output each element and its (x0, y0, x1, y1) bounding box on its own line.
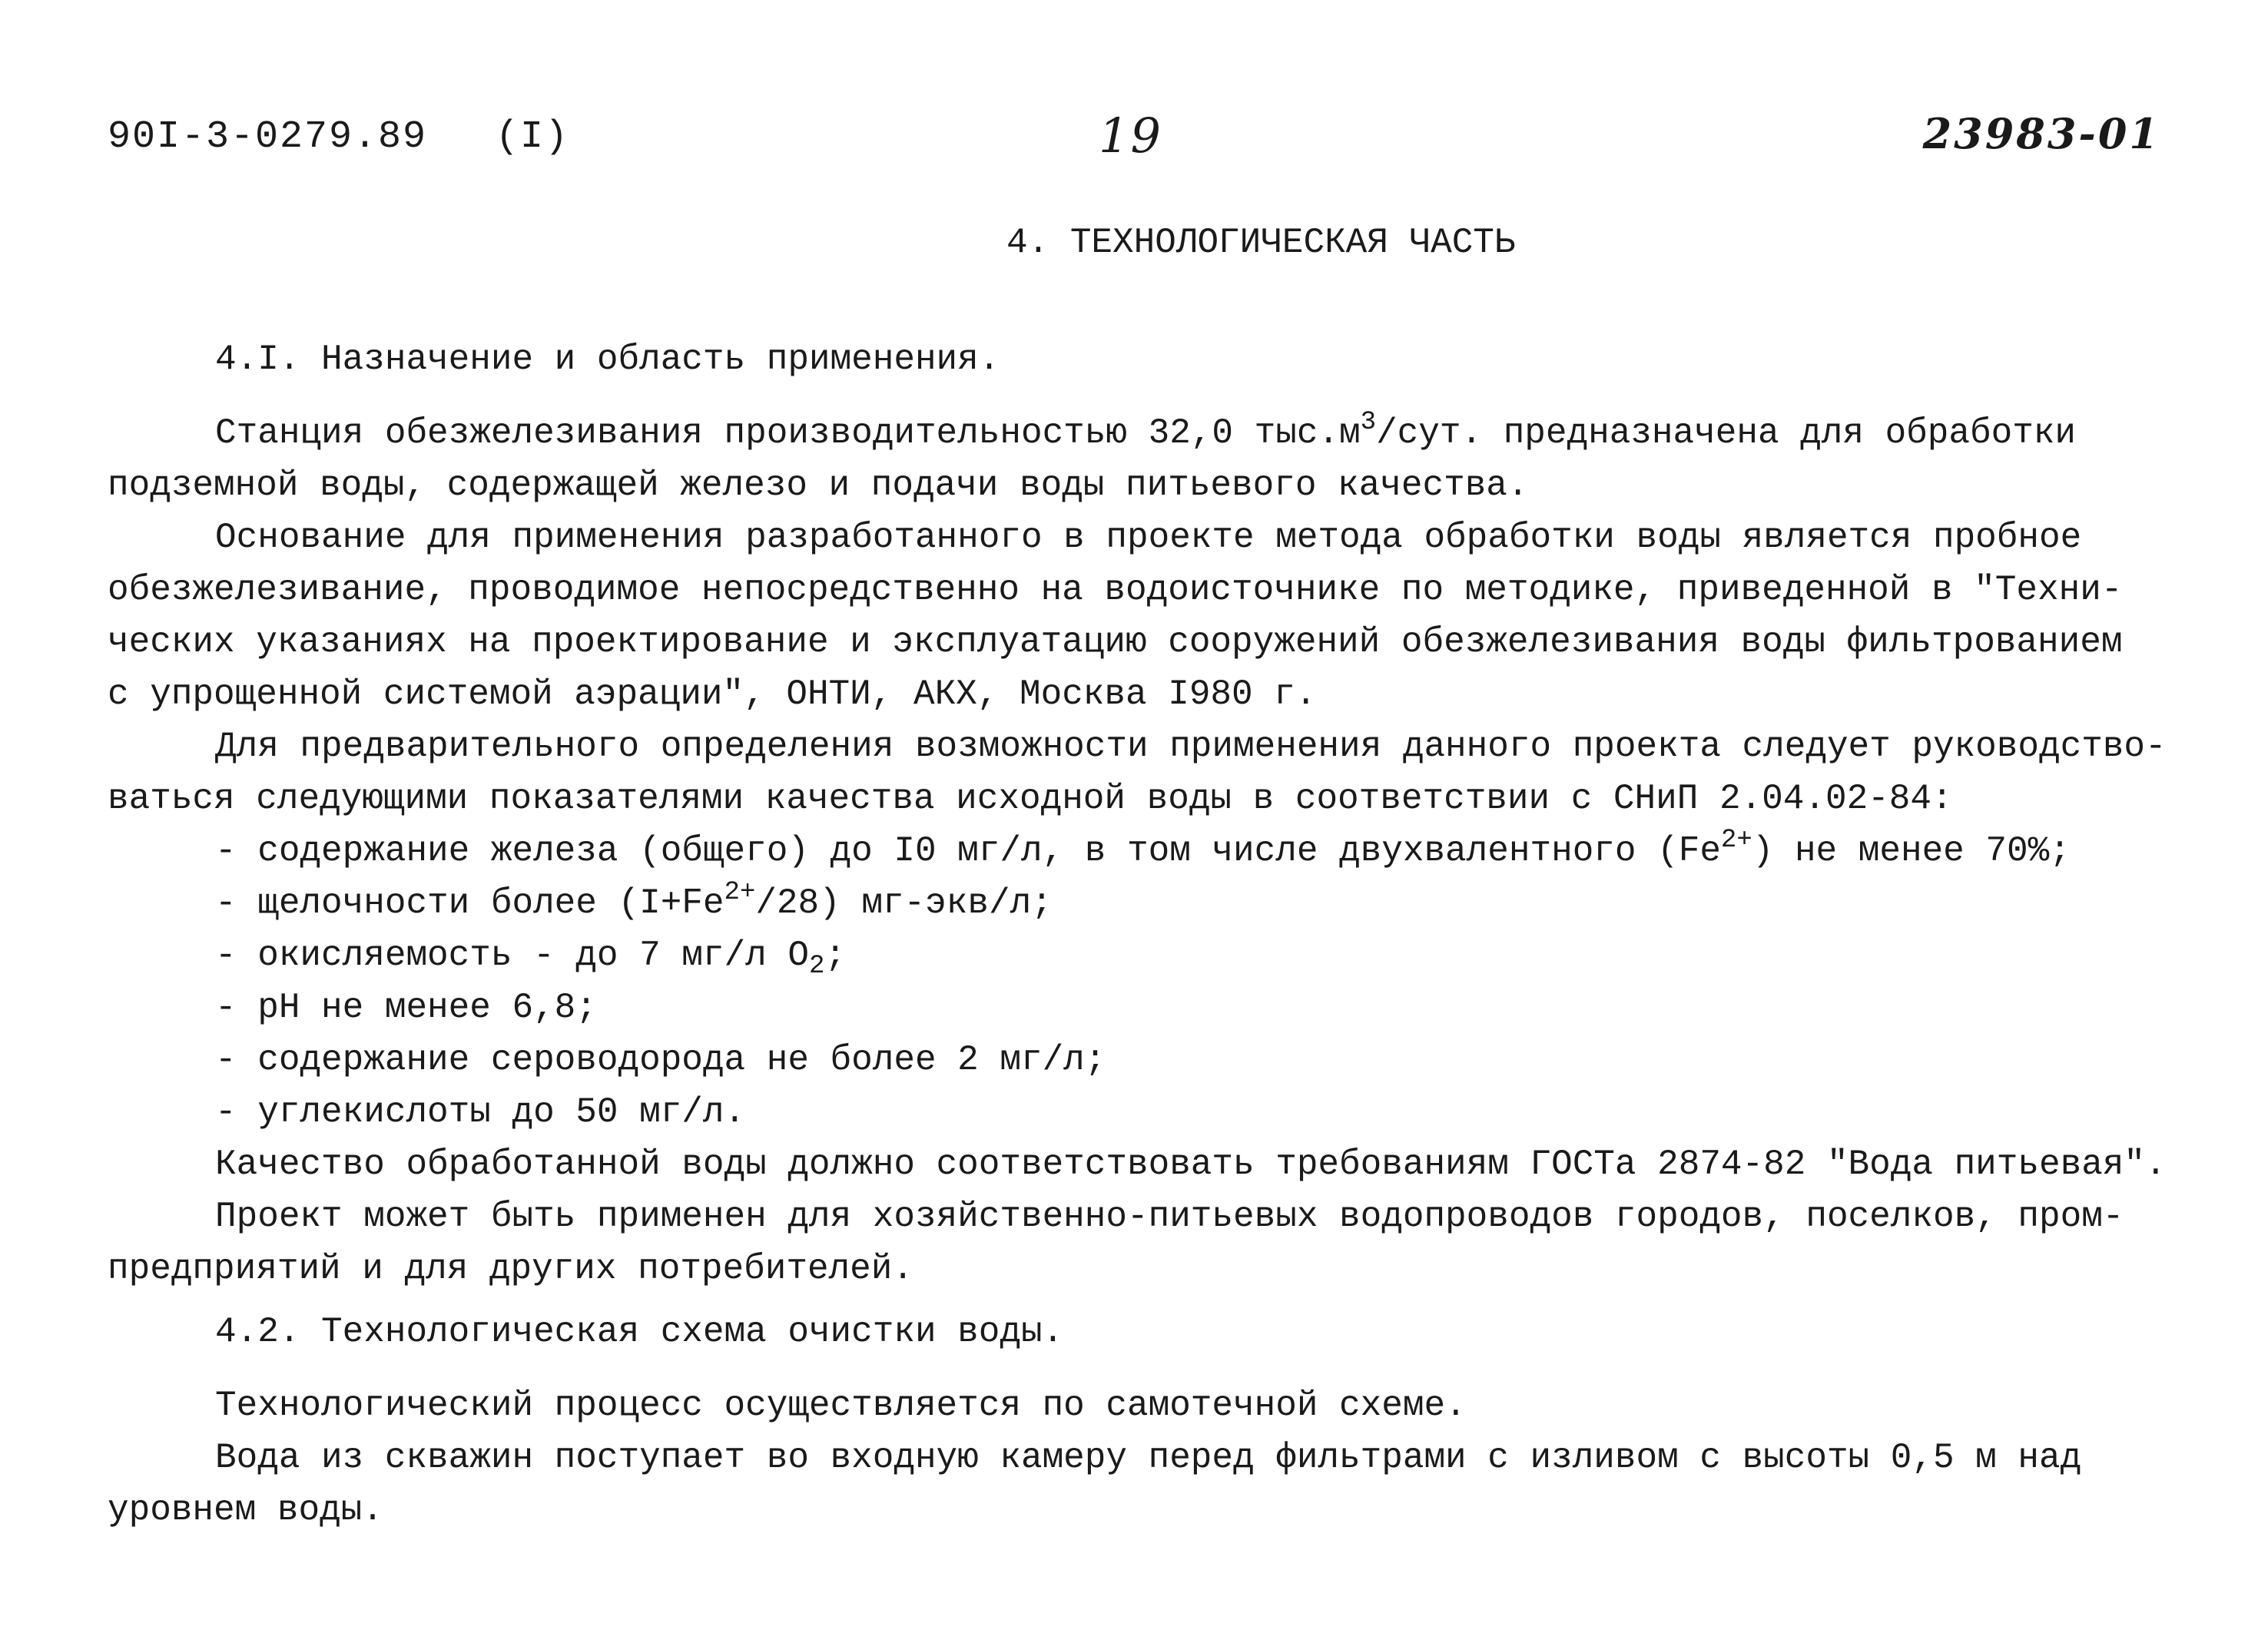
text-run: - окисляемость - до 7 мг/л O (215, 936, 809, 975)
text-run: /сут. предназначена для обработки (1376, 413, 2077, 453)
text-run: ) не менее 70%; (1752, 831, 2071, 871)
text-run: ; (824, 936, 846, 975)
list-item: - содержание сероводорода не более 2 мг/л; (215, 1040, 1106, 1080)
paragraph-criteria (108, 720, 2167, 825)
list-item: - pH не менее 6,8; (215, 988, 597, 1028)
text-run: - содержание железа (общего) до I0 мг/л, в том числе двухвалентного (Fe (215, 831, 1721, 871)
paragraph-line: Для предварительного определения возможности применения данного проекта следует руководство- (215, 727, 2167, 767)
paragraph-capacity (108, 407, 2167, 512)
paragraph-line: с упрощенной системой аэрации", ОНТИ, АКХ, Москва I980 г. (108, 674, 1317, 714)
sheet-label: (I) (496, 115, 570, 159)
criteria-list (108, 825, 2167, 1138)
paragraph-line: Проект может быть применен для хозяйственно-питьевых водопроводов городов, поселков, пром- (215, 1197, 2124, 1237)
list-item (108, 877, 2167, 929)
paragraph-line: обезжелезивание, проводимое непосредственно на водоисточнике по методике, приведенной в "Техни- (108, 570, 2123, 610)
paragraph-line: уровнем воды. (108, 1490, 383, 1530)
section-title: 4. ТЕХНОЛОГИЧЕСКАЯ ЧАСТЬ (1006, 223, 1516, 263)
paragraph-inlet (108, 1432, 2167, 1536)
paragraph-line: Основание для применения разработанного в проекте метода обработки воды является пробное (215, 518, 2082, 558)
list-item (108, 825, 2167, 877)
document-code: 90I-3-0279.89 (108, 115, 428, 159)
superscript: 2+ (1720, 826, 1752, 855)
paragraph-quality: Качество обработанной воды должно соответствовать требованиям ГОСТа 2874-82 "Вода питьевая". (215, 1144, 2167, 1184)
superscript: 2+ (724, 878, 756, 907)
paragraph-line (108, 407, 2167, 459)
paragraph-application (108, 1191, 2167, 1295)
list-item (108, 929, 2167, 982)
superscript: 3 (1360, 408, 1377, 437)
paragraph-line: ческих указаниях на проектирование и эксплуатацию сооружений обезжелезивания воды фильтрованием (108, 622, 2123, 662)
paragraph-line: ваться следующими показателями качества исходной воды в соответствии с СНиП 2.04.02-84: (108, 779, 1953, 819)
paragraph-basis (108, 512, 2167, 720)
paragraph-line: предприятий и для других потребителей. (108, 1249, 914, 1289)
inventory-number: 23983-01 (1922, 109, 2160, 158)
paragraph-line: подземной воды, содержащей железо и подачи воды питьевого качества. (108, 465, 1529, 505)
subsection-title-purpose: 4.I. Назначение и область применения. (215, 340, 1000, 379)
text-run: - щелочности более (I+Fe (215, 883, 724, 923)
subscript: 2 (808, 952, 825, 981)
list-item: - углекислоты до 50 мг/л. (215, 1092, 746, 1132)
paragraph-process: Технологический процесс осуществляется по самотечной схеме. (215, 1386, 1467, 1426)
page-number: 19 (1099, 108, 1162, 164)
text-run: Станция обезжелезивания производительностью 32,0 тыс.м (215, 413, 1361, 453)
paragraph-line: Вода из скважин поступает во входную камеру перед фильтрами с изливом с высоты 0,5 м над (215, 1438, 2082, 1478)
document-body (108, 323, 2167, 1536)
text-run: /28) мг-экв/л; (755, 883, 1053, 923)
subsection-title-scheme: 4.2. Технологическая схема очистки воды. (215, 1312, 1064, 1352)
